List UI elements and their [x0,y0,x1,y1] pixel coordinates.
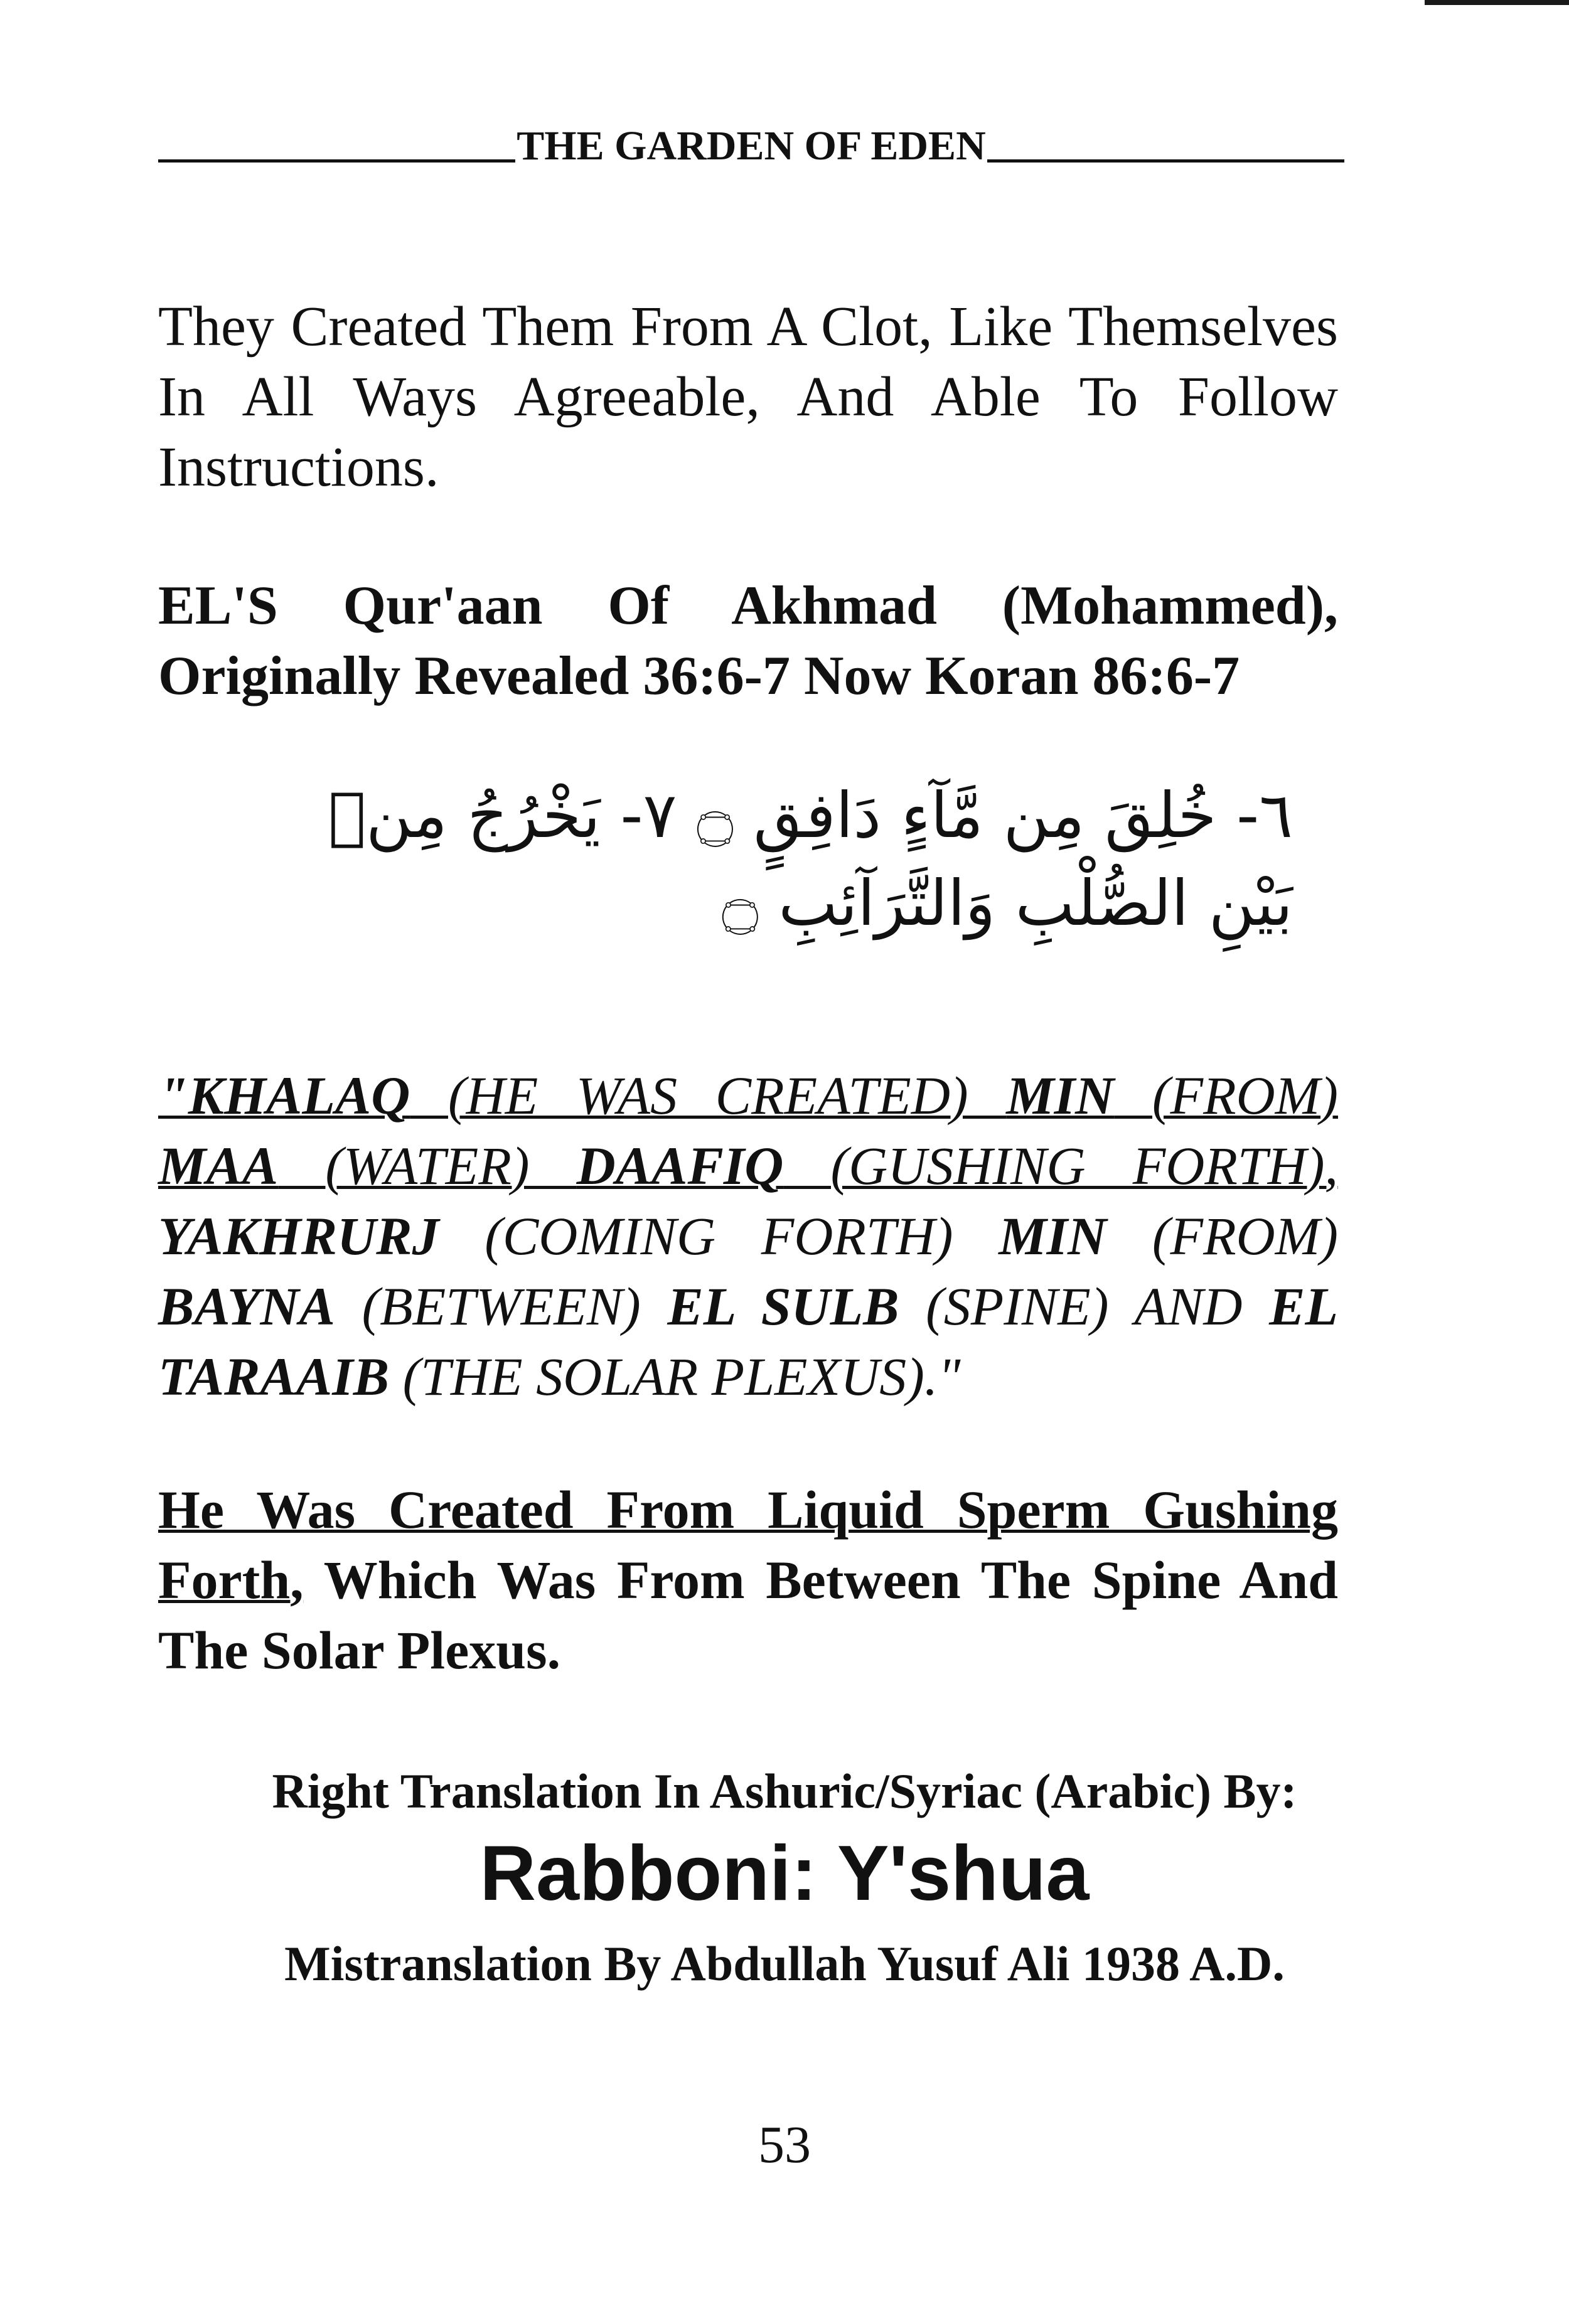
term: YAKHRURJ [158,1206,439,1266]
intro-paragraph: They Created Them From A Clot, Like Themselves In All Ways Agreeable, And Able To Follow Instructions. [158,296,1338,498]
gloss: (GUSHING FORTH), [783,1136,1338,1196]
gloss: (SPINE) AND [899,1276,1270,1336]
term: BAYNA [158,1276,335,1336]
running-header [158,122,1344,170]
translation-underlined: He Was Created From Liquid Sperm Gushing Forth, [158,1479,1338,1610]
gloss: (THE SOLAR PLEXUS)." [389,1346,961,1407]
term: EL SULB [667,1276,899,1336]
term: DAAFIQ [576,1136,784,1196]
quran-reference: EL'S Qur'aan Of Akhmad (Mohammed), Originally Revealed 36:6-7 Now Koran 86:6-7 [158,575,1338,706]
page-number: 53 [758,2116,811,2174]
transliteration-paragraph [158,1060,1338,1412]
term: MIN [999,1206,1107,1266]
header-rule-right [987,159,1344,163]
gloss: (FROM) [1114,1065,1338,1126]
term: EL TARAAIB [158,1276,1338,1407]
gloss: (WATER) [278,1136,577,1196]
gloss: (COMING FORTH) [439,1206,999,1266]
term: "KHALAQ [158,1065,410,1126]
transliteration-underlined [158,1065,1338,1196]
gloss: (FROM) [1106,1206,1338,1266]
credit-name: Rabboni: Y'shua [479,1830,1090,1917]
gloss: (BETWEEN) [335,1276,668,1336]
gloss: (HE WAS CREATED) [410,1065,1007,1126]
translation-paragraph [158,1474,1338,1685]
header-rule-left [158,159,515,163]
credit-line-3: Mistranslation By Abdullah Yusuf Ali 1938 A.D. [284,1936,1285,1991]
term: MIN [1006,1065,1115,1126]
header-title: THE GARDEN OF EDEN [517,123,986,169]
translation-rest: Which Was From Between The Spine And The Solar Plexus. [158,1550,1338,1680]
credit-line-1: Right Translation In Ashuric/Syriac (Arabic) By: [272,1764,1297,1818]
term: MAA [158,1136,279,1196]
arabic-verse: ٦- خُلِقَ مِن مَّآءٍ دَافِقٍ ۝ ٧- يَخْرُجُ مِنۢ بَيْنِ الصُّلْبِ وَالتَّرَآئِبِ ۝ [328,779,1293,940]
top-edge-rule [1425,0,1569,5]
